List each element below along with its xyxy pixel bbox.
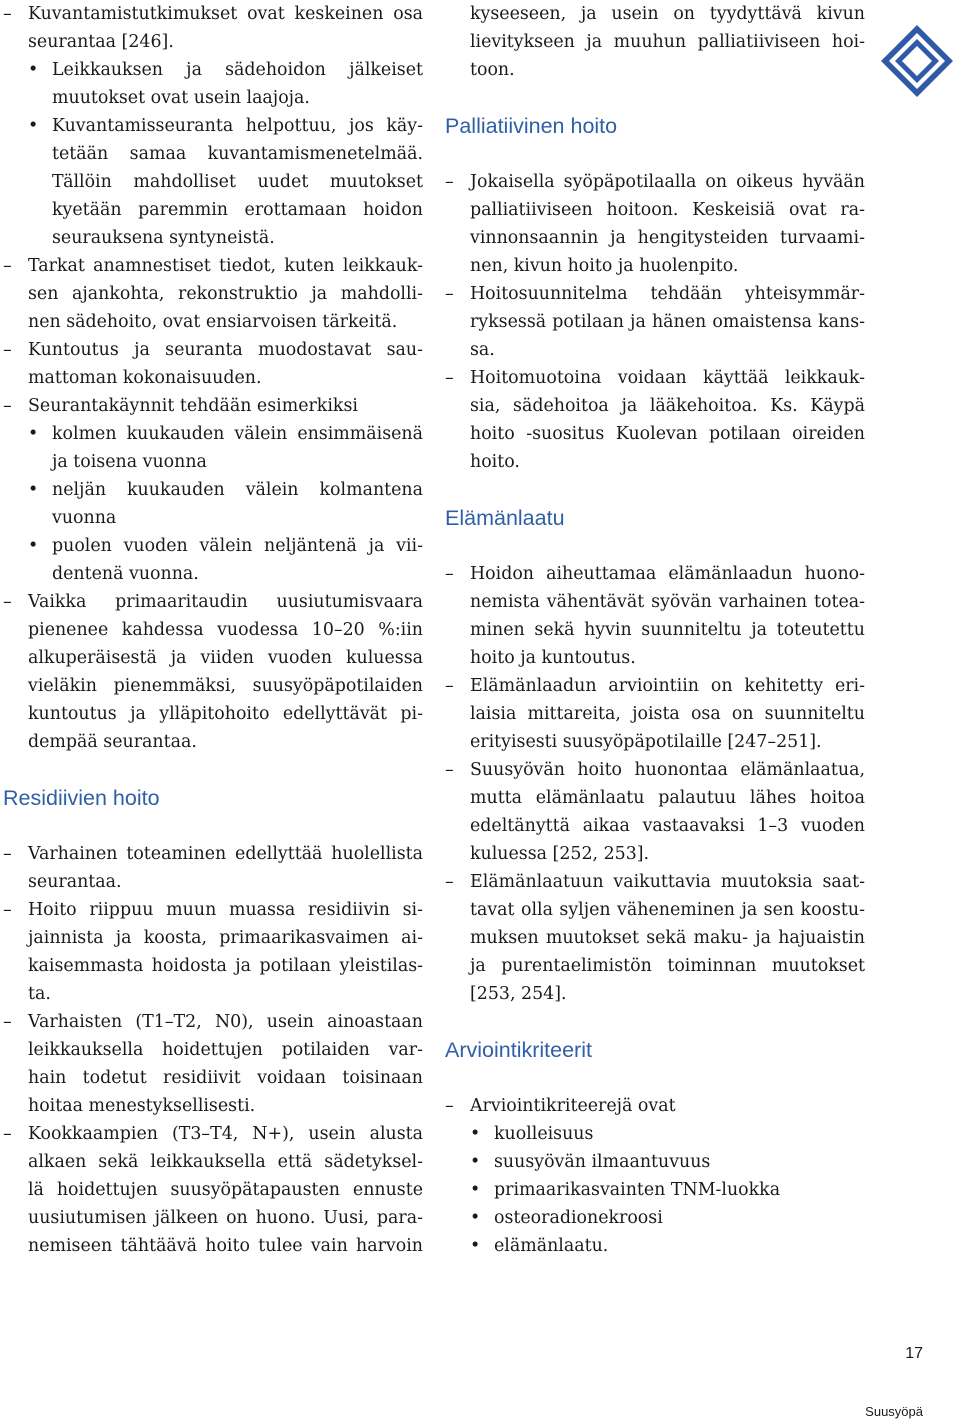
bullet-marker: • [470,1124,481,1144]
line-text: Hoito riippuu muun muassa residiivin si- [28,900,423,920]
line-text: hoitaa menestyksellisesti. [28,1096,256,1116]
line-text: Tällöin mahdolliset uudet muutokset [52,172,423,192]
text-line [3,56,423,84]
line-text: alkaen sekä leikkauksella että sädetyksel- [28,1152,423,1172]
text-line [445,1204,865,1232]
line-text: Tarkat anamnestiset tiedot, kuten leikkauk- [28,256,423,276]
line-text: laisia mittareita, joista osa on suunniteltu [470,704,865,724]
line-text: mattoman kokonaisuuden. [28,368,262,388]
text-line [3,280,423,308]
line-text: kuluessa [252, 253]. [470,844,650,864]
line-text: Kuvantamisseuranta helpottuu, jos käy- [52,116,423,136]
text-line [445,672,865,700]
text-line [445,588,865,616]
dash-marker: – [445,564,454,584]
text-line [445,728,865,756]
text-line [3,1036,423,1064]
dash-marker: – [3,4,12,24]
text-line [445,616,865,644]
text-line [3,1176,423,1204]
line-text: ja purentaelimistön toiminnan muutokset [470,956,865,976]
line-text: vuonna [52,508,117,528]
text-line [3,28,423,56]
text-line [445,336,865,364]
line-text: neljän kuukauden välein kolmantena [52,480,423,500]
line-text: osteoradionekroosi [494,1208,663,1228]
text-line [445,840,865,868]
line-text: Jokaisella syöpäpotilaalla on oikeus hyvään [470,172,865,192]
text-line [445,1176,865,1204]
line-text: leikkauksella hoidettujen potilaiden var- [28,1040,423,1060]
line-text: Kuntoutus ja seuranta muodostavat sau- [28,340,423,360]
line-text: nen, kivun hoito ja huolenpito. [470,256,739,276]
line-text: Kuvantamistutkimukset ovat keskeinen osa [28,4,423,24]
text-line [445,980,865,1008]
line-text: kuntoutus ja ylläpitohoito edellyttävät pi- [28,704,423,724]
text-line [3,392,423,420]
dash-marker: – [3,340,12,360]
line-text: pienenee kahdessa vuodessa 10–20 %:iin [28,620,423,640]
text-line [3,308,423,336]
line-text: Varhainen toteaminen edellyttää huolellista [28,844,423,864]
line-text: edeltänyttä aikaa vastaavaksi 1–3 vuoden [470,816,865,836]
dash-marker: – [445,676,454,696]
dash-marker: – [3,592,12,612]
line-text: vinnonsaannin ja hengitysteiden turvaami- [470,228,865,248]
line-text: kyseeseen, ja usein on tyydyttävä kivun [470,4,865,24]
text-line [3,1120,423,1148]
text-line [445,868,865,896]
line-text: kuolleisuus [494,1124,594,1144]
line-text: Vaikka primaaritaudin uusiutumisvaara [28,592,423,612]
text-line [445,196,865,224]
left-column [3,0,423,1260]
text-line [445,756,865,784]
line-text: ja toisena vuonna [52,452,207,472]
line-text: hain todetut residiivit voidaan toisinaan [28,1068,423,1088]
bullet-marker: • [28,60,39,80]
line-text: Kookkaampien (T3–T4, N+), usein alusta [28,1124,423,1144]
line-text: hoito. [470,452,520,472]
line-text: toon. [470,60,515,80]
text-line [3,672,423,700]
text-line [445,224,865,252]
text-line [445,896,865,924]
text-line [3,644,423,672]
text-line [3,84,423,112]
line-text: seurantaa. [28,872,122,892]
text-line [3,728,423,756]
line-text: Suusyövän hoito huonontaa elämänlaatua, [470,760,865,780]
line-text: mutta elämänlaatu palautuu lähes hoitoa [470,788,865,808]
line-text: sen ajankohta, rekonstruktio ja mahdolli- [28,284,423,304]
text-line [445,812,865,840]
text-line [445,56,865,84]
text-line [445,700,865,728]
dash-marker: – [3,256,12,276]
line-text: sia, sädehoitoa ja lääkehoitoa. Ks. Käypä [470,396,865,416]
text-line [445,952,865,980]
line-text: elämänlaatu. [494,1236,609,1256]
text-line [445,644,865,672]
line-text: seurantaa [246]. [28,32,174,52]
line-text: Arviointikriteerejä ovat [470,1096,676,1116]
dash-marker: – [3,900,12,920]
text-line [3,560,423,588]
line-text: Hoidon aiheuttamaa elämänlaadun huono- [470,564,865,584]
line-text: kolmen kuukauden välein ensimmäisenä [52,424,423,444]
line-text: Elämänlaatuun vaikuttavia muutoksia saat- [470,872,865,892]
line-text: alkuperäisestä ja viiden vuoden kuluessa [28,648,423,668]
text-line [3,196,423,224]
text-line [3,840,423,868]
text-line [3,336,423,364]
text-line [445,1120,865,1148]
dash-marker: – [3,1012,12,1032]
line-text: muutokset ovat usein laajoja. [52,88,310,108]
text-line [3,364,423,392]
text-line [3,1064,423,1092]
bullet-marker: • [470,1208,481,1228]
text-line [3,588,423,616]
section-heading: Arviointikriteerit [445,1038,592,1062]
bullet-marker: • [28,480,39,500]
section-heading: Elämänlaatu [445,506,565,530]
text-line [445,280,865,308]
line-text: Hoitomuotoina voidaan käyttää leikkauk- [470,368,865,388]
text-line [445,0,865,28]
line-text: vieläkin pienemmäksi, suusyöpäpotilaiden [28,676,423,696]
diamond-emblem-icon [880,24,954,98]
line-text: dentenä vuonna. [52,564,199,584]
text-line [445,448,865,476]
line-text: muksen muutokset sekä maku- ja hajuaistin [470,928,865,948]
line-text: palliatiiviseen hoitoon. Keskeisiä ovat ra- [470,200,865,220]
dash-marker: – [3,396,12,416]
line-text: jainnista ja koosta, primaarikasvaimen ai- [28,928,423,948]
section-heading: Residiivien hoito [3,786,160,810]
page-number: 17 [905,1345,923,1362]
text-line [445,1232,865,1260]
line-text: tetään samaa kuvantamismenetelmää. [52,144,423,164]
line-text: suusyövän ilmaantuvuus [494,1152,711,1172]
line-text: kaisemmasta hoidosta ja potilaan yleistilas- [28,956,423,976]
text-line [445,560,865,588]
footer-label: Suusyöpä [865,1404,923,1419]
line-text: sa. [470,340,495,360]
text-line [445,924,865,952]
text-line [445,1148,865,1176]
bullet-marker: • [28,536,39,556]
line-text: nemista vähentävät syövän varhainen totea- [470,592,865,612]
text-line [445,28,865,56]
dash-marker: – [445,872,454,892]
text-line [3,896,423,924]
line-text: minen sekä hyvin suunniteltu ja toteutettu [470,620,865,640]
text-line [3,1204,423,1232]
text-line [3,224,423,252]
bullet-marker: • [28,424,39,444]
line-text: tavat olla syljen väheneminen ja sen koostu- [470,900,865,920]
line-text: kyetään paremmin erottamaan hoidon [52,200,423,220]
text-line [3,0,423,28]
text-line [445,364,865,392]
text-line [3,924,423,952]
text-line [3,700,423,728]
text-line [3,952,423,980]
dash-marker: – [3,844,12,864]
text-line [3,476,423,504]
bullet-marker: • [470,1180,481,1200]
text-line [3,252,423,280]
line-text: seurauksena syntyneistä. [52,228,275,248]
text-line [445,392,865,420]
line-text: Hoitosuunnitelma tehdään yhteisymmär- [470,284,865,304]
text-line [3,448,423,476]
text-line [3,868,423,896]
text-line [445,168,865,196]
text-line [3,112,423,140]
line-text: Seurantakäynnit tehdään esimerkiksi [28,396,358,416]
line-text: lievitykseen ja muuhun palliatiiviseen hoi- [470,32,865,52]
text-line [3,532,423,560]
dash-marker: – [3,1124,12,1144]
bullet-marker: • [28,116,39,136]
dash-marker: – [445,1096,454,1116]
right-column [445,0,865,1260]
text-line [445,420,865,448]
text-line [3,1008,423,1036]
text-line [445,252,865,280]
text-line [3,504,423,532]
text-line [3,1148,423,1176]
text-line [445,784,865,812]
dash-marker: – [445,284,454,304]
line-text: dempää seurantaa. [28,732,197,752]
bullet-marker: • [470,1152,481,1172]
line-text: primaarikasvainten TNM-luokka [494,1180,781,1200]
text-line [445,308,865,336]
line-text: hoito -suositus Kuolevan potilaan oireiden [470,424,865,444]
text-line [3,140,423,168]
section-heading: Palliatiivinen hoito [445,114,618,138]
text-line [3,616,423,644]
line-text: uusiutumisen jälkeen on huono. Uusi, para- [28,1208,423,1228]
line-text: ta. [28,984,51,1004]
text-line [3,420,423,448]
line-text: hoito ja kuntoutus. [470,648,636,668]
bullet-marker: • [470,1236,481,1256]
dash-marker: – [445,172,454,192]
line-text: nen sädehoito, ovat ensiarvoisen tärkeitä. [28,312,398,332]
line-text: Leikkauksen ja sädehoidon jälkeiset [52,60,423,80]
dash-marker: – [445,760,454,780]
line-text: erityisesti suusyöpäpotilaille [247–251]. [470,732,822,752]
line-text: Varhaisten (T1–T2, N0), usein ainoastaan [28,1012,423,1032]
line-text: puolen vuoden välein neljäntenä ja vii- [52,536,423,556]
text-line [3,1092,423,1120]
text-line [445,1092,865,1120]
text-line [3,980,423,1008]
line-text: nemiseen tähtäävä hoito tulee vain harvoin [28,1236,423,1256]
text-line [3,168,423,196]
line-text: ryksessä potilaan ja hänen omaistensa kans- [470,312,865,332]
text-line [3,1232,423,1260]
dash-marker: – [445,368,454,388]
line-text: lä hoidettujen suusyöpätapausten ennuste [28,1180,423,1200]
line-text: Elämänlaadun arviointiin on kehitetty eri- [470,676,865,696]
line-text: [253, 254]. [470,984,567,1004]
